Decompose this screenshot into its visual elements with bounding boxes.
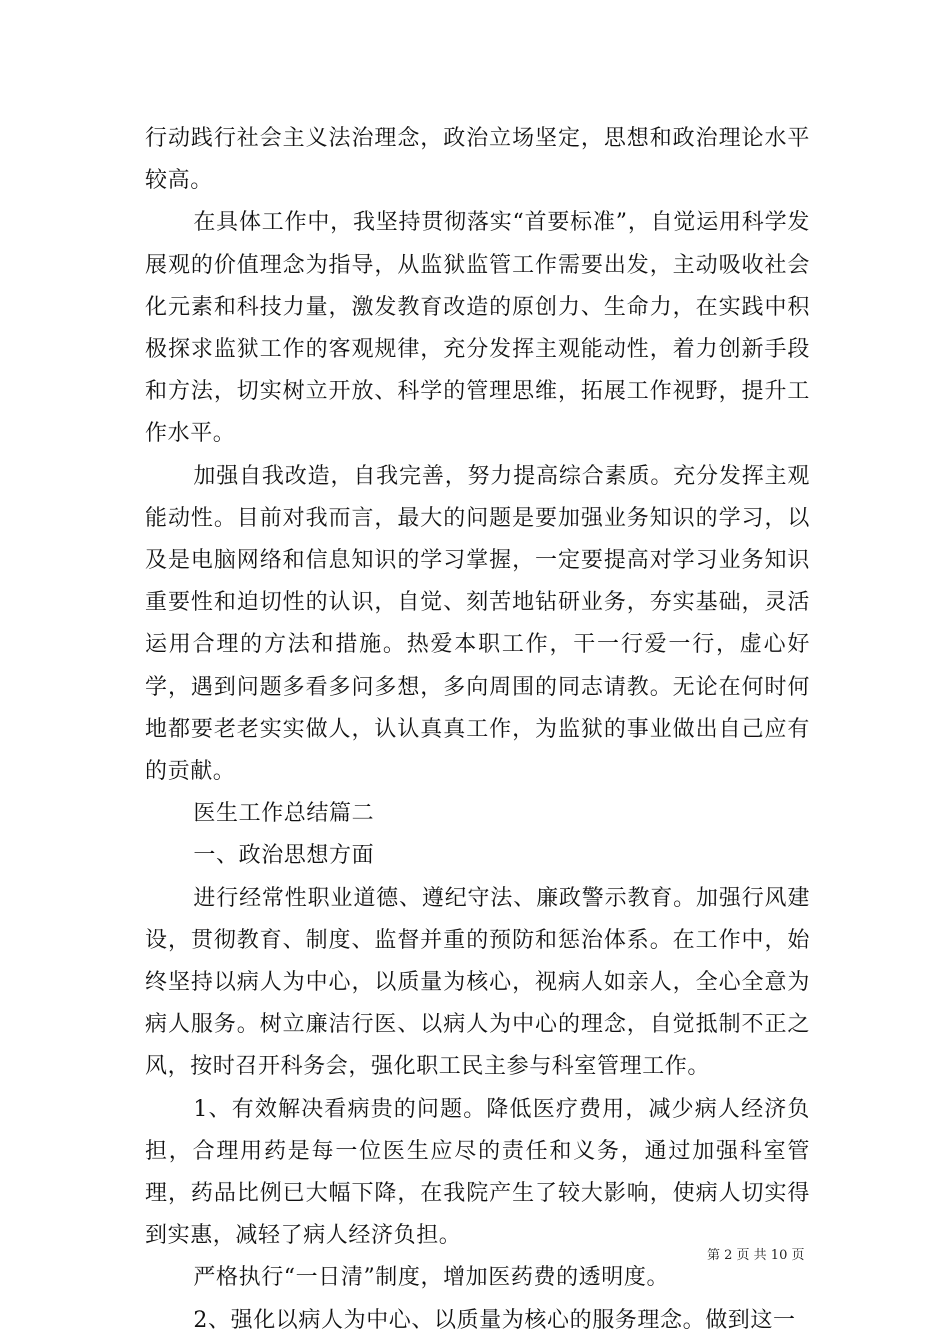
paragraph-7: 2、强化以病人为中心、以质量为核心的服务理念。做到这一 — [193, 1307, 796, 1333]
subsection-heading: 一、政治思想方面 — [193, 843, 375, 869]
paragraph-5: 1、有效解决看病贵的问题。降低医疗费用，减少病人经济负担，合理用药是每一位医生应尽的责任和义务，通过加强科室管理，药品比例已大幅下降，在我院产生了较大影响，使病人切实得到实惠，减轻了病人经济负担。 — [145, 1096, 810, 1249]
document-body — [145, 118, 810, 1342]
paragraph-4: 进行经常性职业道德、遵纪守法、廉政警示教育。加强行风建设，贯彻教育、制度、监督并重的预防和惩治体系。在工作中，始终坚持以病人为中心，以质量为核心，视病人如亲人，全心全意为病人服务。树立廉洁行医、以病人为中心的理念，自觉抵制不正之风，按时召开科务会，强化职工民主参与科室管理工作。 — [145, 885, 810, 1080]
paragraph-6: 严格执行“一日清”制度，增加医药费的透明度。 — [193, 1265, 670, 1291]
paragraph-2: 在具体工作中，我坚持贯彻落实“首要标准”，自觉运用科学发展观的价值理念为指导，从监狱监管工作需要出发，主动吸收社会化元素和科技力量，激发教育改造的原创力、生命力，在实践中积极探求监狱工作的客观规律，充分发挥主观能动性，着力创新手段和方法，切实树立开放、科学的管理思维，拓展工作视野，提升工作水平。 — [145, 210, 810, 447]
paragraph-1: 行动践行社会主义法治理念，政治立场坚定，思想和政治理论水平较高。 — [145, 126, 810, 194]
paragraph-3: 加强自我改造，自我完善，努力提高综合素质。充分发挥主观能动性。目前对我而言，最大的问题是要加强业务知识的学习，以及是电脑网络和信息知识的学习掌握，一定要提高对学习业务知识重要性和迫切性的认识，自觉、刻苦地钻研业务，夯实基础，灵活运用合理的方法和措施。热爱本职工作，干一行爱一行，虚心好学，遇到问题多看多问多想，多向周围的同志请教。无论在何时何地都要老老实实做人，认认真真工作，为监狱的事业做出自己应有的贡献。 — [145, 463, 810, 785]
section-title: 医生工作总结篇二 — [193, 801, 375, 827]
page-number: 第 2 页 共 10 页 — [707, 1248, 805, 1263]
